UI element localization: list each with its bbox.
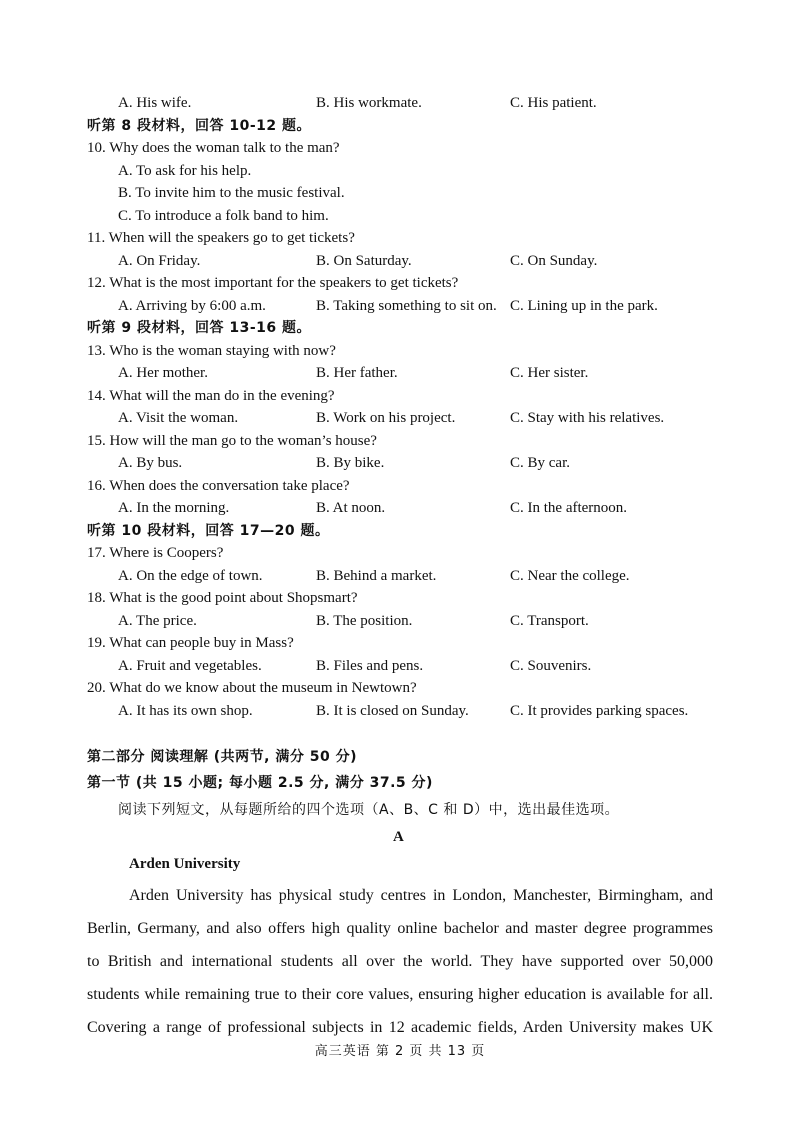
- option-b: B. By bike.: [316, 455, 385, 471]
- option-a: A. It has its own shop.: [118, 703, 253, 719]
- option-b: B. His workmate.: [316, 95, 422, 111]
- option-b: B. On Saturday.: [316, 253, 412, 269]
- option-b: B. At noon.: [316, 500, 386, 516]
- option-a: A. By bus.: [118, 455, 183, 471]
- option-b: B. Her father.: [316, 365, 398, 381]
- option-a: A. Her mother.: [118, 365, 208, 381]
- option-a: A. In the morning.: [118, 500, 230, 516]
- option-b: B. The position.: [316, 613, 413, 629]
- option-b: B. Taking something to sit on.: [316, 298, 497, 314]
- option-a: A. Arriving by 6:00 a.m.: [118, 298, 266, 314]
- option-a: A. On Friday.: [118, 253, 201, 269]
- page-footer: 高三英语 第 2 页 共 13 页: [314, 1044, 486, 1059]
- passage-line: to British and international students all over the world. They have supported over 50,000: [87, 953, 713, 970]
- option-b: B. Files and pens.: [316, 658, 424, 674]
- exam-page: A. His wife. B. His workmate. C. His patient. 听第 8 段材料，回答 10-12 题。 10. Why does the woman talk to the man? A. To ask for his help. B. To invite him to the music festival. C. To introduce a folk band to him. 11. When will the speakers go to get tickets? A. On Friday. B. On Saturday. C. On Sunday. 12. What is the most important for the speakers to get tickets? A. Arriving by 6:00 a.m. B. Taking something to sit on. C. Lining up in the park. 听第 9 段材料，回答 13-16 题。 13. Who is the woman staying with now? A. Her mother. B. Her father. C. Her sister. 14. What will the man do in the evening? A. Visit the woman. B. Work on his project. C. Stay with his relatives. 15. How will the man go to the woman’s house? A. By bus. B. By bike. C. By car. 16. When does the conversation take place? A. In the morning. B. At noon. C. In the afternoon. 听第 10 段材料，回答 17—20 题。 17. Where is Coopers? A. On the edge of town. B. Behind a market. C. Near the college. 18. What is the good point about Shopsmart? A. The price. B. The position. C. Transport. 19. What can people buy in Mass? A. Fruit and vegetables. B. Files and pens. C. Souvenirs. 20. What do we know about the museum in Newtown? A. It has its own shop. B. It is closed on Sunday. C. It provides parking spaces. 第二部分 阅读理解 (共两节, 满分 50 分) 第一节 (共 15 小题; 每小题 2.5 分, 满分 37.5 分) 阅读下列短文，从每题所给的四个选项（A、B、C 和 D）中，选出最佳选项。 A Arden University Arden University has physical study centres in London, Manchester, Birmingham, and Berlin, Germany, and also offers high quality online bachelor and master degree programmes to British and international students all over the world. They have supported over 50,000 students while remaining true to their core values, ensuring higher education is available for all. Covering a range of professional subjects in 12 academic fields, Arden University makes UK 高三英语 第 2 页 共 13 页: [0, 0, 800, 1130]
- passage-line: Arden University has physical study centres in London, Manchester, Birmingham, and: [129, 887, 713, 904]
- option-c: C. On Sunday.: [510, 253, 598, 269]
- option-a: A. Visit the woman.: [118, 410, 239, 426]
- option-b: B. Behind a market.: [316, 568, 437, 584]
- option-c: C. By car.: [510, 455, 570, 471]
- option-c: C. Near the college.: [510, 568, 630, 584]
- option-c: C. His patient.: [510, 95, 597, 111]
- option-c: C. Stay with his relatives.: [510, 410, 665, 426]
- passage-line: Covering a range of professional subjects in 12 academic fields, Arden University makes UK: [87, 1019, 713, 1036]
- option-a: A. On the edge of town.: [118, 568, 263, 584]
- passage-line: Berlin, Germany, and also offers high quality online bachelor and master degree programmes: [87, 920, 713, 937]
- option-a: A. The price.: [118, 613, 197, 629]
- option-c: C. Souvenirs.: [510, 658, 592, 674]
- option-a: A. Fruit and vegetables.: [118, 658, 262, 674]
- option-c: C. Transport.: [510, 613, 589, 629]
- option-c: C. In the afternoon.: [510, 500, 628, 516]
- option-c: C. Lining up in the park.: [510, 298, 658, 314]
- passage-line: students while remaining true to their core values, ensuring higher education is available for all.: [87, 986, 713, 1003]
- option-b: B. It is closed on Sunday.: [316, 703, 469, 719]
- option-c: C. Her sister.: [510, 365, 589, 381]
- option-a: A. His wife.: [118, 95, 192, 111]
- option-b: B. Work on his project.: [316, 410, 456, 426]
- option-c: C. It provides parking spaces.: [510, 703, 689, 719]
